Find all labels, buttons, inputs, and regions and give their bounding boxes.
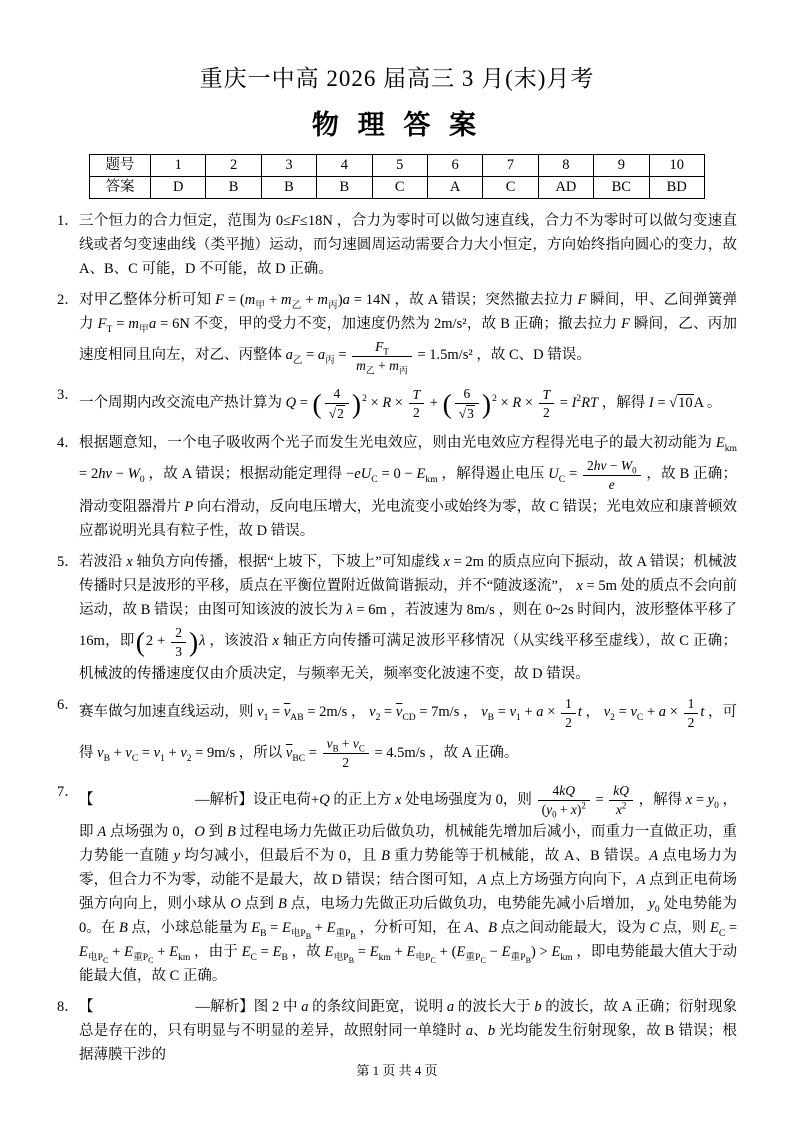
item-number: 3． xyxy=(57,387,79,404)
page-title: 重庆一中高 2026 届高三 3 月(末)月考 xyxy=(199,66,595,91)
item-number: 6． xyxy=(57,697,79,714)
question-number-cell: 7 xyxy=(483,155,538,177)
item-text: 对甲乙整体分析可知 $F = (m_甲 + m_乙 + m_丙)a = 14N$ ，故 A 错误；突然撤去拉力 F 瞬间，甲、乙间弹簧弹力 $F_T = m_甲a = 6N$ 不变，甲的受力不变，加速度仍然为 2m/s²，故 B 正确；撤去拉力 F 瞬间，乙、丙加速度相同且向左，对乙、丙整体 $a_乙 = a_丙$ = $\frac{F_T}{m_乙 + m_丙}$ = 1.5m/s² ，故 C、D 错误。 xyxy=(79,292,738,376)
question-number-cell: 5 xyxy=(372,155,427,177)
solution-list xyxy=(57,209,737,1067)
question-number-cell: 3 xyxy=(261,155,316,177)
item-text: 若波沿 x 轴负方向传播，根据“上坡下，下坡上”可知虚线 x = 2m 的质点应向下振动，故 A 错误；机械波传播时只是波形的平移，质点在平衡位置附近做简谐振动，并不“随波逐流”， x = 5m 处的质点不会向前运动，故 B 错误；由图可知该波的波长为 λ = 6m ，若波速为 8m/s ，则在 0~2s 时间内，波形整体平移了 16m，即(2 + $\frac{2}{3}$ )λ ，该波沿 x 轴正方向传播可满足波形平移情况（从实线平移至虚线），故 C 正确；机械波的传播速度仅由介质决定，与频率无关，频率变化波速不变，故 D 错误。 xyxy=(79,554,738,683)
answer-row-label: 答案 xyxy=(90,177,151,199)
page-number: 第 1 页 共 4 页 xyxy=(356,1063,438,1078)
item-number: 4． xyxy=(57,435,79,452)
question-number-cell: 10 xyxy=(649,155,704,177)
answer-value-cell: BC xyxy=(594,177,649,199)
item-text: 三个恒力的合力恒定，范围为 0≤F≤18N ，合力为零时可以做匀速直线，合力不为零时可以做匀变速直线或者匀变速曲线（类平抛）运动，而匀速圆周运动需要合力大小恒定，方向始终指向圆心的变力，故 A、B、C 可能，D 不可能，故 D 正确。 xyxy=(79,213,737,277)
question-row-label: 题号 xyxy=(90,155,151,177)
item-text: 【 —解析】图 2 中 a 的条纹间距宽，说明 a 的波长大于 b 的波长，故 A 正确；衍射现象总是存在的，只有明显与不明显的差异，故照射同一单缝时 a、b 光均能发生衍射现象，故 B 错误；根据薄膜干涉的 xyxy=(79,999,738,1064)
item-number: 8． xyxy=(57,999,79,1016)
answer-table-question-row xyxy=(90,155,705,177)
answer-value-cell: C xyxy=(372,177,427,199)
answer-table-answer-row xyxy=(90,177,705,199)
question-number-cell: 6 xyxy=(427,155,482,177)
item-number: 2． xyxy=(57,292,79,308)
item-number: 5． xyxy=(57,554,79,571)
solution-item-5 xyxy=(57,550,737,686)
item-text: 一个周期内改交流电产热计算为 Q = ( $\frac{4}{√2}$ )$^2$ × R × $\frac{T}{2}$ + ( $\frac{6}{√3}$ )$^2$ × R × $\frac{T}{2}$ = $I^2RT$ ，解得 I = √10A 。 xyxy=(79,386,722,421)
question-number-cell: 1 xyxy=(151,155,206,177)
answer-value-cell: A xyxy=(427,177,482,199)
answer-value-cell: B xyxy=(261,177,316,199)
item-number: 1． xyxy=(57,213,79,229)
question-number-cell: 8 xyxy=(538,155,593,177)
solution-item-1 xyxy=(57,209,737,281)
item-number: 7． xyxy=(57,784,79,801)
item-text: 【 —解析】设正电荷+Q 的正上方 x 处电场强度为 0，则 $\frac{4kQ}{(y_0 + x)^2}$ = $\frac{kQ}{x^2}$ ，解得 $x = y_0$ ，即 A 点场强为 0，O 到 B 过程电场力先做正功后做负功，机械能先增加后减小，而重力一直做正功，重力势能一直随 y 均匀减小，但最后不为 0，且 B 重力势能等于机械能，故 A、B 错误。A 点电场力为零，但合力不为零，动能不是最大，故 D 错误；结合图可知，A 点上方场强方向向下，A 点到正电荷场强方向向上，则小球从 O 点到 B 点，电场力先做正功后做负功，电势能先减小后增加， $y_0$ 处电势能为 0。在 B 点，小球总能量为 $E_B = E_{电P_B} + E_{重P_B}$ ，分析可知，在 A、B 点之间动能最大，设为 C 点，则 $E_C = E_{电P_C} + E_{重P_C} + E_{km}$ ，由于 $E_C = E_B$ ，故 $E_{电P_B} = E_{km} + E_{电P_C} + (E_{重P_C} - E_{重P_B}) > E_{km}$ ，即电势能最大值大于动能最大值，故 C 正确。 xyxy=(79,783,738,985)
answer-value-cell: BD xyxy=(649,177,704,199)
solution-item-2 xyxy=(57,288,737,376)
solution-item-6 xyxy=(57,693,737,773)
solution-item-8 xyxy=(57,995,737,1067)
answer-table xyxy=(89,154,705,199)
answer-value-cell: AD xyxy=(538,177,593,199)
question-number-cell: 2 xyxy=(206,155,261,177)
page-subtitle: 物 理 答 案 xyxy=(311,110,483,140)
item-text: 赛车做匀加速直线运动，则 $v_1 = \overline{v}_{AB} = 2m/s$ ， $v_2 = \overline{v}_{CD} = 7m/s$ ， $v_B = v_1 + a$ × $\frac{1}{2}$ t ， $v_2 = v_C + a$ × $\frac{1}{2}$ t ，可得 $v_B + v_C = v_1 + v_2 = 9m/s$ ，所以 $\overline{v}_{BC}$ = $\frac{v_B + v_C}{2}$ = 4.5m/s ，故 A 正确。 xyxy=(79,696,738,770)
item-text: 根据题意知，一个电子吸收两个光子而发生光电效应，则由光电效应方程得光电子的最大初动能为 $E_{km} = 2hv - W_0$ ，故 A 错误；根据动能定理得 $-eU_C = 0 - E_{km}$ ，解得遏止电压 $U_C$ = $\frac{2hv - W_0}{e}$ ，故 B 正确；滑动变阻器滑片 P 向右滑动，反向电压增大，光电流变小或始终为零，故 C 错误；光电效应和康普顿效应都说明光具有粒子性，故 D 错误。 xyxy=(79,435,738,540)
question-number-cell: 9 xyxy=(594,155,649,177)
answer-value-cell: B xyxy=(206,177,261,199)
solution-item-3 xyxy=(57,383,737,424)
solution-item-7 xyxy=(57,780,737,988)
answer-value-cell: D xyxy=(151,177,206,199)
answer-value-cell: B xyxy=(317,177,372,199)
solution-item-4 xyxy=(57,431,737,543)
answer-value-cell: C xyxy=(483,177,538,199)
question-number-cell: 4 xyxy=(317,155,372,177)
